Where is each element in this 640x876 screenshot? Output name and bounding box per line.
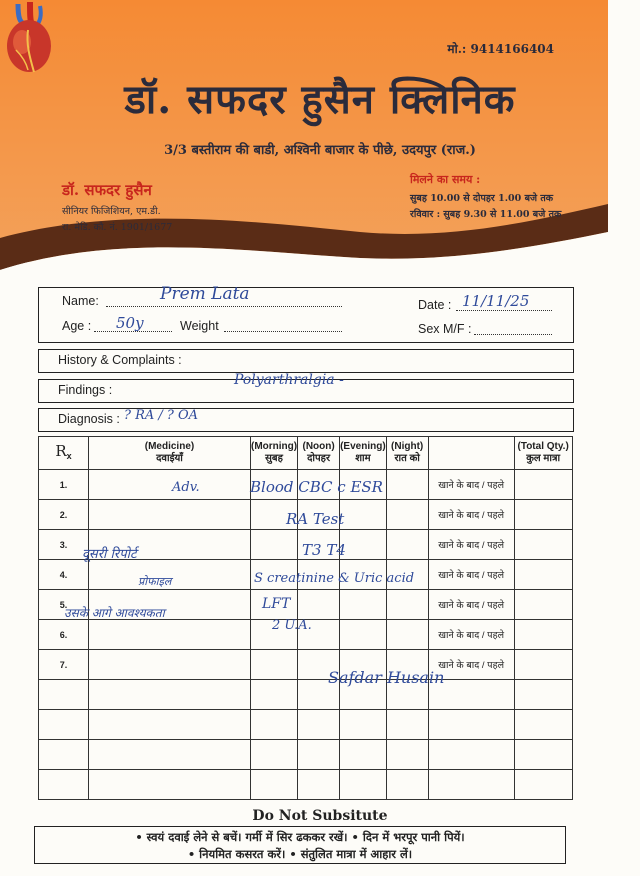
noon-cell — [298, 590, 340, 620]
health-tip-line2: • नियमित कसरत करें। • संतुलित मात्रा में आहार लें। — [187, 847, 413, 861]
hand-line2: RA Test — [286, 510, 345, 528]
hand-line1: Blood CBC c ESR — [250, 478, 383, 496]
total-header-en: (Total Qty.) — [517, 441, 569, 452]
hand-left3: दूसरी रिपोर्ट — [82, 547, 137, 562]
night-header-en: (Night) — [391, 441, 424, 452]
history-label: History & Complaints : — [58, 353, 182, 367]
noon-header-hi: दोपहर — [307, 453, 331, 464]
clinic-header — [0, 0, 640, 280]
sex-line — [474, 334, 552, 335]
evening-cell — [340, 500, 387, 530]
evening-cell — [340, 530, 387, 560]
when-cell: खाने के बाद / पहले — [428, 560, 514, 590]
hand-left5: उसके आगे आवश्यकता — [64, 606, 165, 620]
total-cell — [514, 590, 572, 620]
doctor-name: डॉ. सफदर हुसैन — [62, 181, 152, 199]
timing-weekday: सुबह 10.00 से दोपहर 1.00 बजे तक — [410, 193, 554, 204]
timing-title: मिलने का समय : — [410, 173, 481, 186]
health-tips-box — [34, 826, 566, 864]
table-row — [39, 740, 573, 770]
night-cell — [386, 470, 428, 500]
do-not-substitute: Do Not Subsitute — [252, 808, 388, 824]
doctor-registration: रा. मेडि. कौ. नं. 1901/1677 — [62, 222, 173, 233]
hand-adv: Adv. — [172, 480, 200, 495]
night-cell — [386, 500, 428, 530]
hand-line5: LFT — [262, 596, 291, 612]
date-label: Date : — [418, 298, 452, 312]
name-value: Prem Lata — [160, 284, 250, 304]
date-line — [456, 310, 552, 311]
night-cell — [386, 590, 428, 620]
row-number: 7. — [39, 650, 89, 680]
noon-header — [298, 437, 340, 470]
when-cell: खाने के बाद / पहले — [428, 590, 514, 620]
medicine-cell — [89, 470, 251, 500]
findings-value: Polyarthralgia - — [234, 372, 344, 388]
when-cell: खाने के बाद / पहले — [428, 470, 514, 500]
morning-header-en: (Morning) — [251, 441, 298, 452]
hand-left4: प्रोफाइल — [138, 575, 172, 588]
rx-symbol-cell: $R_x$ — [39, 437, 89, 470]
evening-cell — [340, 590, 387, 620]
hand-line4: S creatinine & Uric acid — [254, 571, 415, 586]
diagnosis-label: Diagnosis : — [58, 412, 120, 426]
evening-header-hi: शाम — [355, 453, 371, 464]
medicine-header-en: (Medicine) — [144, 441, 195, 452]
morning-cell — [251, 650, 298, 680]
total-cell — [514, 650, 572, 680]
table-header-row — [39, 437, 573, 470]
night-cell — [386, 620, 428, 650]
night-cell — [386, 530, 428, 560]
weight-line — [224, 331, 342, 332]
total-cell — [514, 620, 572, 650]
table-row — [39, 650, 573, 680]
medicine-cell — [89, 500, 251, 530]
name-line — [106, 306, 342, 307]
night-header — [386, 437, 428, 470]
total-header-hi: कुल मात्रा — [526, 453, 561, 464]
health-tip-line1: • स्वयं दवाई लेने से बचें। गर्मी में सिर ढककर रखें। • दिन में भरपूर पानी पियें। — [135, 830, 465, 844]
timing-sunday: रविवार : सुबह 9.30 से 11.00 बजे तक — [410, 209, 562, 220]
rx-symbol: R — [55, 441, 67, 460]
total-cell — [514, 530, 572, 560]
doctor-info — [62, 180, 172, 233]
noon-header-en: (Noon) — [302, 441, 335, 452]
diagnosis-value: ? RA / ? OA — [124, 408, 199, 423]
total-cell — [514, 470, 572, 500]
sex-label: Sex M/F : — [418, 322, 472, 336]
night-header-hi: रात को — [394, 453, 420, 464]
mobile-number: मो.: 9414166404 — [447, 42, 554, 56]
table-row — [39, 710, 573, 740]
total-cell — [514, 560, 572, 590]
evening-header-en: (Evening) — [340, 441, 386, 452]
row-number: 6. — [39, 620, 89, 650]
evening-header — [340, 437, 387, 470]
weight-label: Weight — [180, 319, 219, 333]
age-label: Age : — [62, 319, 92, 333]
date-value: 11/11/25 — [462, 292, 530, 310]
medicine-cell — [89, 620, 251, 650]
total-header — [514, 437, 572, 470]
when-cell: खाने के बाद / पहले — [428, 530, 514, 560]
visiting-hours — [410, 172, 561, 220]
table-row — [39, 680, 573, 710]
clinic-name: डॉ. सफदर हुसैन क्लिनिक — [124, 76, 516, 123]
row-number: 2. — [39, 500, 89, 530]
medicine-header — [89, 437, 251, 470]
hand-line6: 2 U.A. — [272, 618, 312, 633]
medicine-header-hi: दवाईयाँ — [156, 453, 183, 464]
medicine-cell — [89, 650, 251, 680]
row-number: 4. — [39, 560, 89, 590]
total-cell — [514, 500, 572, 530]
row-number: 1. — [39, 470, 89, 500]
when-cell: खाने के बाद / पहले — [428, 650, 514, 680]
doctor-signature: Safdar Husain — [328, 668, 445, 687]
doctor-degree: सीनियर फिजिशियन, एम.डी. — [62, 206, 161, 217]
when-cell: खाने के बाद / पहले — [428, 500, 514, 530]
morning-header — [251, 437, 298, 470]
clinic-address: 3/3 बस्तीराम की बाडी, अश्विनी बाजार के पीछे, उदयपुर (राज.) — [164, 143, 476, 158]
morning-header-hi: सुबह — [265, 453, 283, 464]
hand-line3: T3 T4 — [302, 541, 346, 559]
name-label: Name: — [62, 294, 99, 308]
table-row — [39, 770, 573, 800]
when-header — [428, 437, 514, 470]
evening-cell — [340, 620, 387, 650]
row-number: 3. — [39, 530, 89, 560]
morning-cell — [251, 530, 298, 560]
heart-icon — [0, 0, 58, 78]
age-value: 50y — [116, 314, 144, 332]
findings-label: Findings : — [58, 383, 113, 397]
row-number: 5. — [39, 590, 89, 620]
when-cell: खाने के बाद / पहले — [428, 620, 514, 650]
